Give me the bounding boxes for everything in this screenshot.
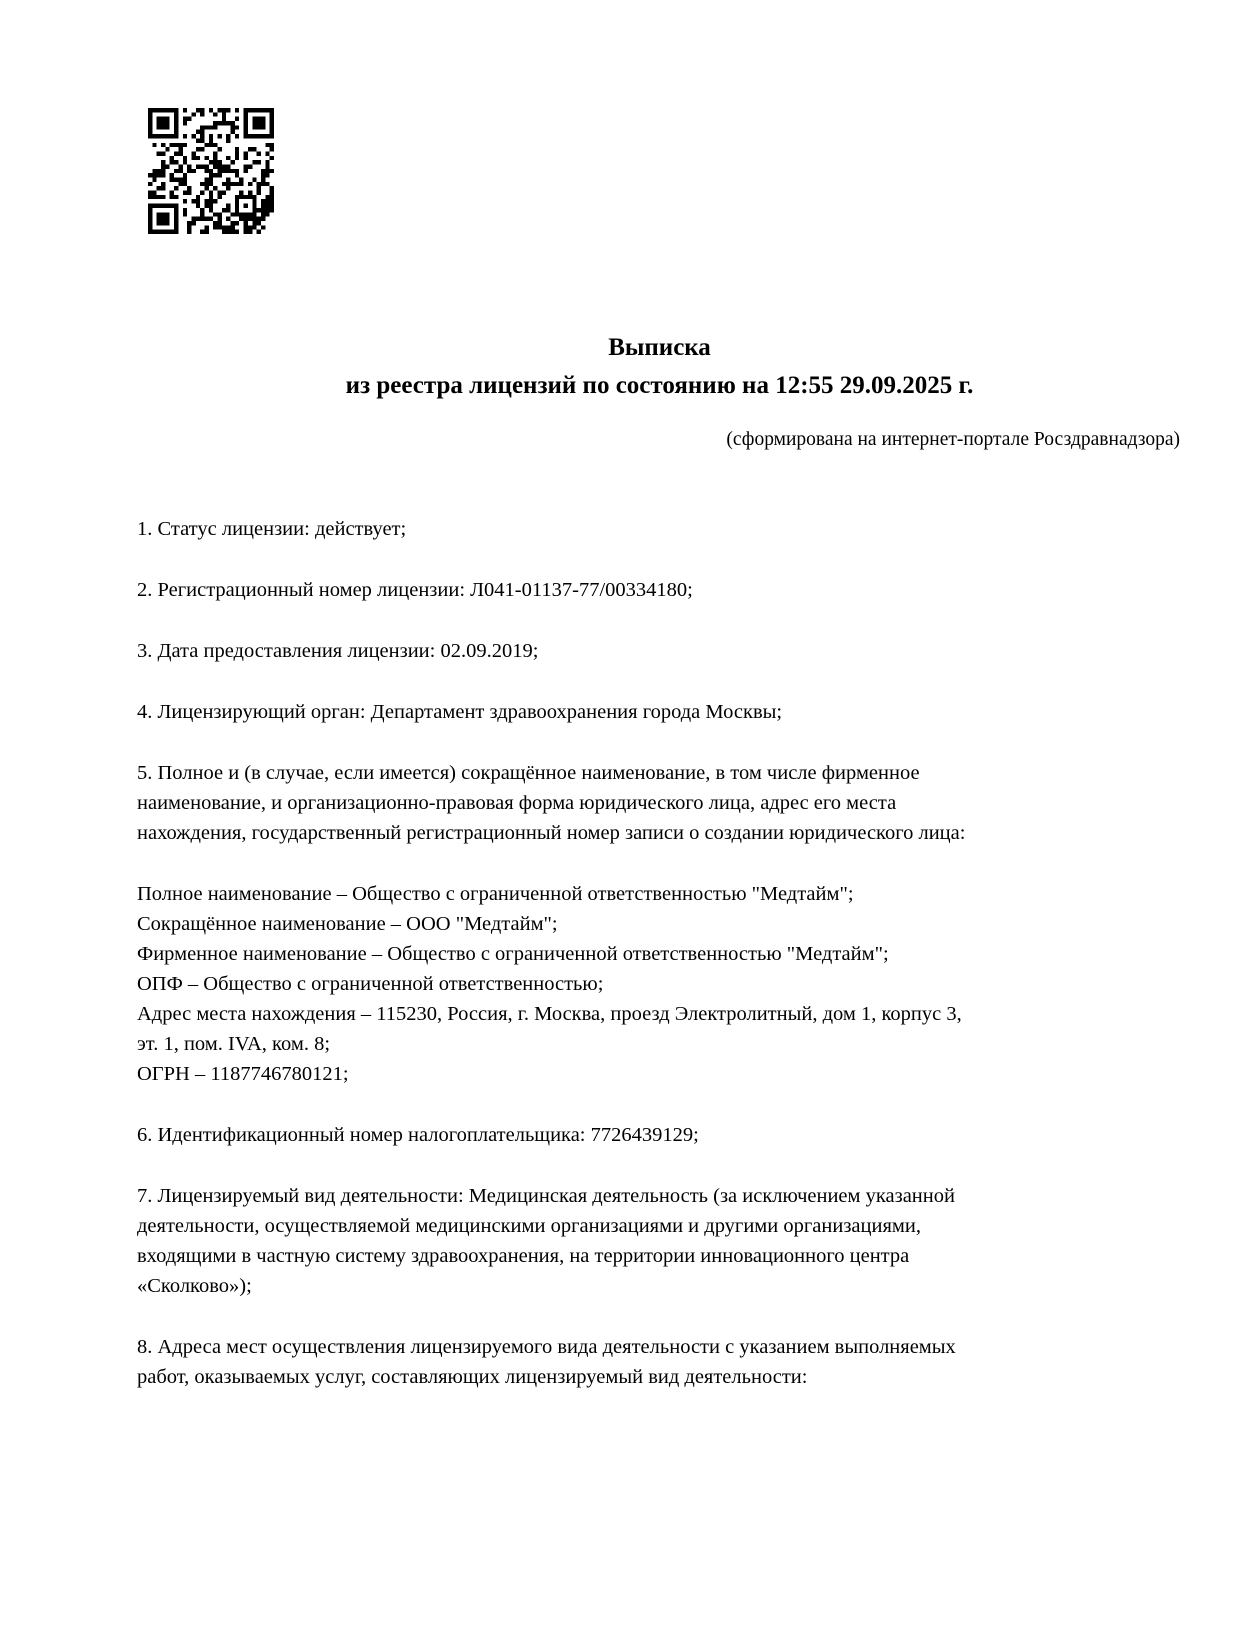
text-line: входящими в частную систему здравоохранения, на территории инновационного центра — [137, 1245, 910, 1267]
paragraph-3 — [137, 636, 1197, 666]
text-line: наименование, и организационно-правовая форма юридического лица, адрес его места — [137, 792, 897, 814]
text-line: эт. 1, пом. IVA, ком. 8; — [137, 1033, 331, 1055]
paragraph-9 — [137, 1332, 1197, 1392]
text-line: 2. Регистрационный номер лицензии: Л041-01137-77/00334180; — [137, 579, 693, 601]
text-line: 3. Дата предоставления лицензии: 02.09.2019; — [137, 640, 539, 662]
text-line: 7. Лицензируемый вид деятельности: Медицинская деятельность (за исключением указанной — [137, 1185, 955, 1207]
text-line: 8. Адреса мест осуществления лицензируемого вида деятельности с указанием выполняемых — [137, 1336, 956, 1358]
paragraph-7 — [137, 1120, 1197, 1150]
title-line-2: из реестра лицензий по состоянию на 12:55 29.09.2025 г. — [345, 372, 974, 399]
document-body — [137, 514, 1197, 1423]
text-line: 6. Идентификационный номер налогоплательщика: 7726439129; — [137, 1124, 699, 1146]
paragraph-1 — [137, 514, 1197, 544]
document-subtitle: (сформирована на интернет-портале Росздравнадзора) — [726, 429, 1180, 450]
text-line: Фирменное наименование – Общество с ограниченной ответственностью "Медтайм"; — [137, 943, 889, 965]
text-line: «Сколково»); — [137, 1275, 252, 1297]
paragraph-5 — [137, 758, 1197, 848]
title-line-1: Выписка — [608, 334, 711, 361]
text-line: 5. Полное и (в случае, если имеется) сокращённое наименование, в том числе фирменное — [137, 762, 920, 784]
text-line: Адрес места нахождения – 115230, Россия, г. Москва, проезд Электролитный, дом 1, корпус 3, — [137, 1003, 962, 1025]
text-line: Сокращённое наименование – ООО "Медтайм"; — [137, 913, 558, 935]
text-line: работ, оказываемых услуг, составляющих лицензируемый вид деятельности: — [137, 1366, 808, 1388]
paragraph-8 — [137, 1181, 1197, 1301]
paragraph-4 — [137, 697, 1197, 727]
text-line: Полное наименование – Общество с ограниченной ответственностью "Медтайм"; — [137, 883, 854, 905]
document-title — [139, 329, 1180, 405]
text-line: 1. Статус лицензии: действует; — [137, 518, 407, 540]
text-line: деятельности, осуществляемой медицинскими организациями и другими организациями, — [137, 1215, 921, 1237]
paragraph-2 — [137, 575, 1197, 605]
text-line: 4. Лицензирующий орган: Департамент здравоохранения города Москвы; — [137, 701, 783, 723]
text-line: нахождения, государственный регистрационный номер записи о создании юридического лица: — [137, 822, 966, 844]
qr-code-icon — [148, 108, 274, 234]
text-line: ОГРН – 1187746780121; — [137, 1063, 349, 1085]
text-line: ОПФ – Общество с ограниченной ответственностью; — [137, 973, 604, 995]
paragraph-6 — [137, 879, 1197, 1089]
